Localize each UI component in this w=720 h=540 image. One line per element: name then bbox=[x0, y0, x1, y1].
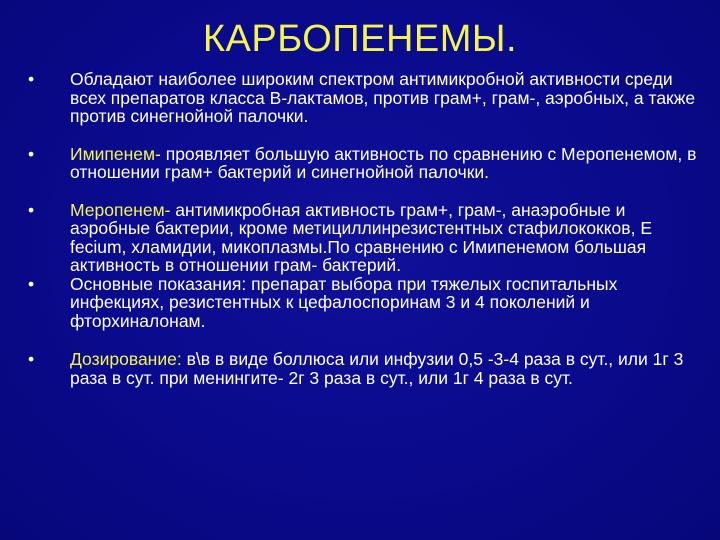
bullet-text: Обладают наиболее широким спектром антимикробной активности среди всех препаратов класса В-лактамов, против грам+, грам-, аэробных, а также против синегнойной палочки. bbox=[70, 69, 696, 126]
bullet-item bbox=[28, 70, 698, 126]
bullet-item bbox=[28, 145, 698, 182]
bullet-text: в\в в виде боллюса или инфузии 0,5 -3-4 раза в сут., или 1г 3 раза в сут. при менингите- 2г 3 раза в сут., или 1г 4 раза в сут. bbox=[70, 349, 684, 388]
bullet-dot: • bbox=[28, 69, 35, 89]
bullet-text: проявляет большую активность по сравнению с Меропенемом, в отношении грам+ бактерий и синегнойной палочки. bbox=[70, 143, 697, 182]
bullet-dot: • bbox=[28, 199, 35, 220]
bullet-item bbox=[28, 350, 698, 387]
bullet-text: Основные показания: препарат выбора при тяжелых госпитальных инфекциях, резистентных к цефалоспоринам 3 и 4 поколений и фторхиналонам. bbox=[70, 273, 618, 331]
bullet-highlight: Дозирование: bbox=[70, 349, 182, 369]
bullet-dot: • bbox=[28, 349, 35, 369]
bullet-highlight: Имипенем- bbox=[70, 143, 161, 164]
bullet-text: антимикробная активность грам+, грам-, анаэробные и аэробные бактерии, кроме метициллинрезистентных стафилококков, E fecium, хламидии, микоплазмы.По сравнению с Имипенемом большая активность в отношении грам- бактерий. bbox=[70, 199, 652, 275]
bullet-item bbox=[28, 275, 698, 331]
slide-title: КАРБОПЕНЕМЫ. bbox=[202, 18, 518, 60]
slide-body bbox=[28, 70, 698, 387]
bullet-dot: • bbox=[28, 273, 35, 294]
bullet-item bbox=[28, 201, 698, 275]
bullet-dot: • bbox=[28, 143, 35, 164]
bullet-highlight: Меропенем- bbox=[70, 199, 171, 220]
